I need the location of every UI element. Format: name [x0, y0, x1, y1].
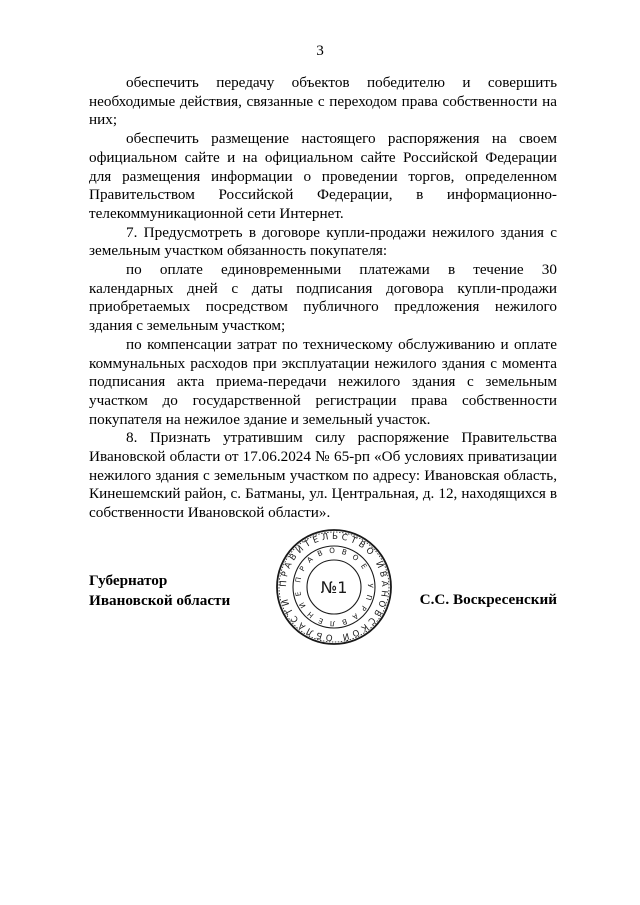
page-number: 3 — [316, 42, 324, 59]
paragraph-payment: по оплате единовременными платежами в течение 30 календарных дней с даты подписания договора купли-продажи приобретаемых посредством публичного предложения нежилого здания с земельным участком; — [89, 261, 557, 335]
paragraph-item-7: 7. Предусмотреть в договоре купли-продажи нежилого здания с земельным участком обязанность покупателя: — [89, 223, 557, 260]
seal-inner-text: ПРАВОВОЕ УПРАВЛЕНИЕ — [293, 545, 376, 629]
seal-number: №1 — [320, 578, 348, 597]
paragraph-item-8: 8. Признать утратившим силу распоряжение Правительства Ивановской области от 17.06.2024 № 65-рп «Об условиях приватизации нежилого здания с земельным участком по адресу: Ивановская область, Кинешемский район, с. Батманы, ул. Центральная, д. 12, находящихся в собственности Ивановской области». — [89, 429, 557, 522]
governor-title — [89, 571, 230, 611]
governor-title-line2: Ивановской области — [89, 592, 231, 609]
document-body — [89, 74, 557, 523]
seal-outer-text: ПРАВИТЕЛЬСТВО ИВАНОВСКОЙ ОБЛАСТИ — [278, 531, 390, 643]
seal-graphic — [275, 528, 393, 646]
paragraph-publish-order: обеспечить размещение настоящего распоряжения на своем официальном сайте и на официальном сайте Российской Федерации для размещения информации о проведении торгов, определенном Правительством Российской Федерации, в информационно-телекоммуникационной сети Интернет. — [89, 130, 557, 222]
paragraph-compensation: по компенсации затрат по техническому обслуживанию и оплате коммунальных расходов при эксплуатации нежилого здания с момента подписания акта приема-передачи нежилого здания с земельным участком до государственной регистрации права собственности покупателя на нежилое здание и земельный участок. — [89, 335, 557, 428]
official-seal — [275, 528, 393, 646]
governor-name: С.С. Воскресенский — [419, 591, 557, 608]
governor-title-line1: Губернатор — [89, 572, 168, 589]
paragraph-transfer-objects: обеспечить передачу объектов победителю и совершить необходимые действия, связанные с переходом права собственности на них; — [89, 74, 557, 129]
